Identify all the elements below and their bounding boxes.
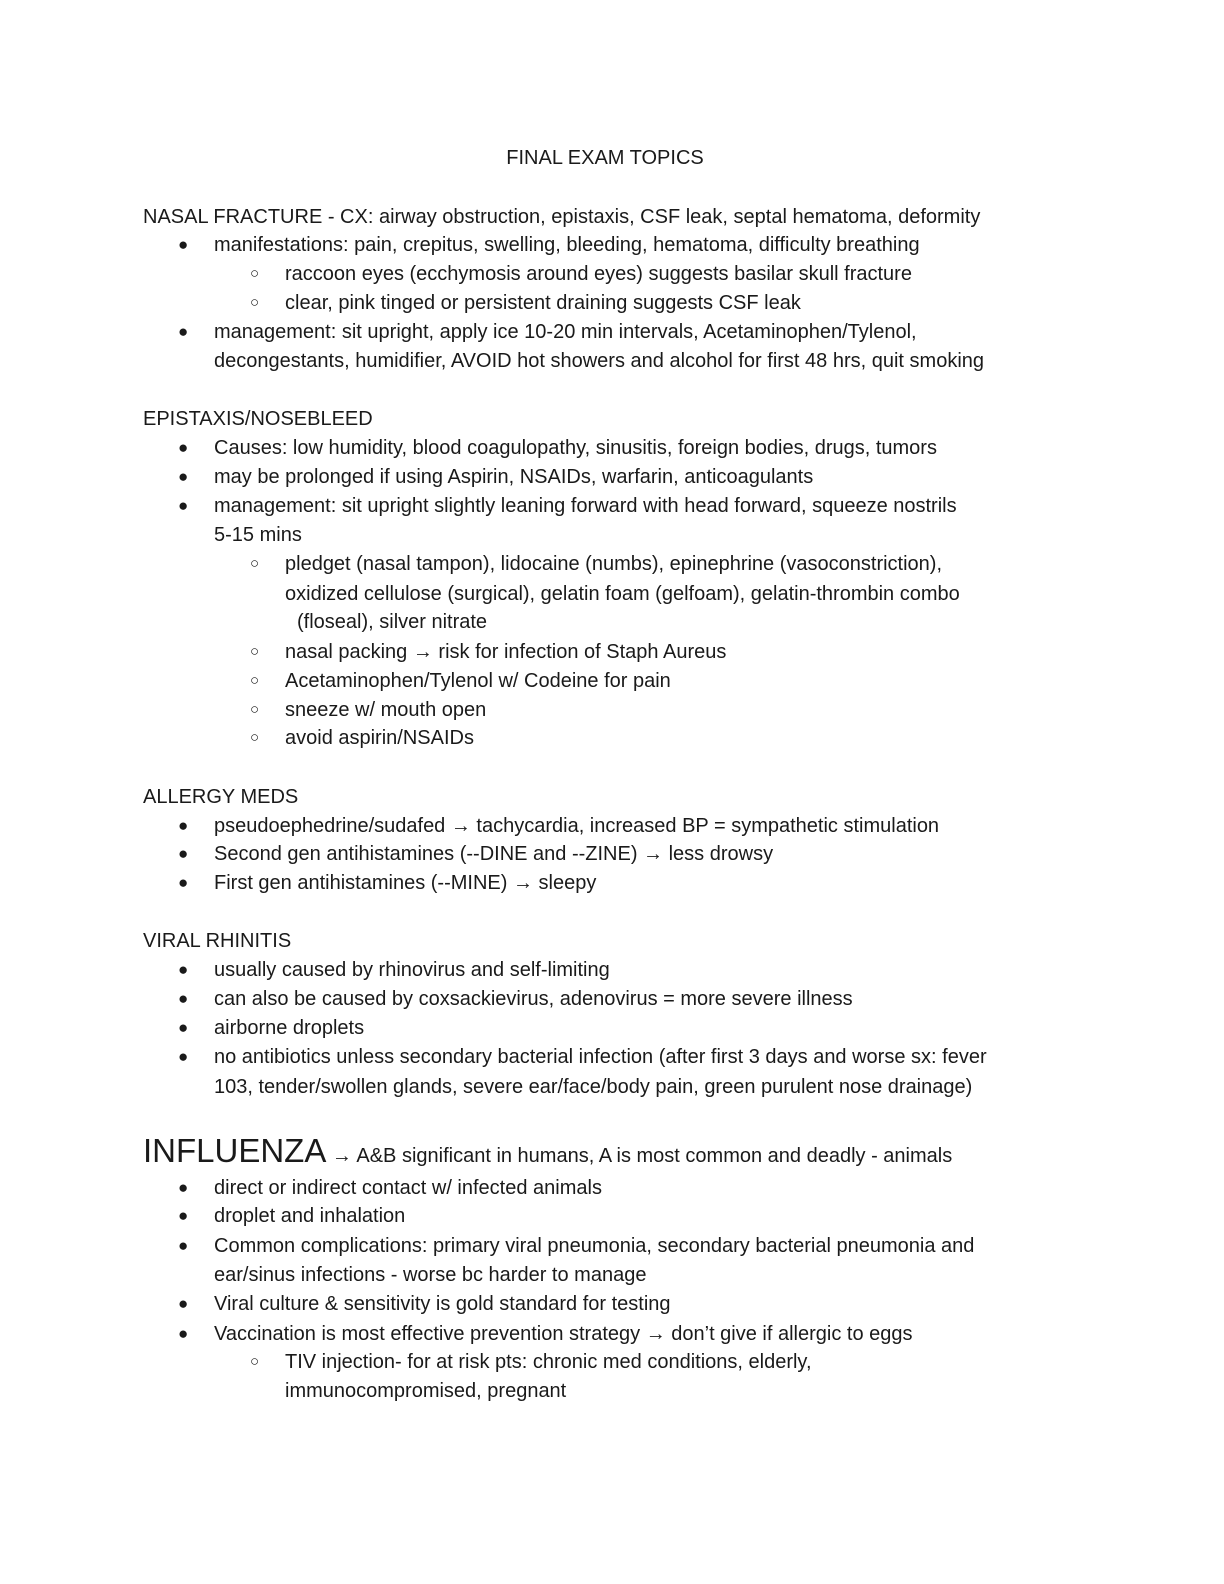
list-item: usually caused by rhinovirus and self-limiting (214, 959, 610, 981)
section-heading-allergy-meds: ALLERGY MEDS (143, 786, 299, 808)
sub-bullet-marker: ○ (250, 701, 260, 718)
list-item: Causes: low humidity, blood coagulopathy, sinusitis, foreign bodies, drugs, tumors (214, 437, 937, 459)
list-item: airborne droplets (214, 1017, 365, 1039)
sub-list-item: TIV injection- for at risk pts: chronic med conditions, elderly, (285, 1351, 812, 1373)
sub-list-item-continuation: oxidized cellulose (surgical), gelatin foam (gelfoam), gelatin-thrombin combo (285, 583, 960, 605)
bullet-marker: ● (178, 235, 189, 254)
section-heading-viral-rhinitis: VIRAL RHINITIS (143, 930, 292, 952)
bullet-marker: ● (178, 322, 189, 341)
sub-list-item: Acetaminophen/Tylenol w/ Codeine for pain (285, 670, 671, 692)
list-item-continuation: 5-15 mins (214, 524, 302, 546)
list-item: manifestations: pain, crepitus, swelling, bleeding, hematoma, difficulty breathing (214, 234, 920, 256)
page-title: FINAL EXAM TOPICS (506, 147, 704, 169)
sub-bullet-marker: ○ (250, 1353, 260, 1370)
sub-bullet-marker: ○ (250, 555, 260, 572)
sub-list-item: pledget (nasal tampon), lidocaine (numbs), epinephrine (vasoconstriction), (285, 553, 943, 575)
list-item: Second gen antihistamines (--DINE and --ZINE) → less drowsy (214, 843, 774, 865)
influenza-heading-title: INFLUENZA (143, 1132, 327, 1169)
bullet-marker: ● (178, 844, 189, 863)
bullet-marker: ● (178, 438, 189, 457)
list-item: Viral culture & sensitivity is gold standard for testing (214, 1293, 671, 1315)
sub-bullet-marker: ○ (250, 729, 260, 746)
bullet-marker: ● (178, 1236, 189, 1255)
bullet-marker: ● (178, 1324, 189, 1343)
sub-bullet-marker: ○ (250, 294, 260, 311)
sub-bullet-marker: ○ (250, 672, 260, 689)
section-heading-influenza (143, 1133, 952, 1174)
sub-list-item: sneeze w/ mouth open (285, 699, 487, 721)
sub-bullet-marker: ○ (250, 643, 260, 660)
list-item-continuation: decongestants, humidifier, AVOID hot showers and alcohol for first 48 hrs, quit smoking (214, 350, 985, 372)
sub-bullet-marker: ○ (250, 265, 260, 282)
bullet-marker: ● (178, 1206, 189, 1225)
list-item: Vaccination is most effective prevention strategy → don’t give if allergic to eggs (214, 1323, 913, 1345)
influenza-heading-note: → A&B significant in humans, A is most common and deadly - animals (326, 1145, 953, 1167)
list-item: Common complications: primary viral pneumonia, secondary bacterial pneumonia and (214, 1235, 975, 1257)
list-item-continuation: ear/sinus infections - worse bc harder to manage (214, 1264, 647, 1286)
list-item: can also be caused by coxsackievirus, adenovirus = more severe illness (214, 988, 853, 1010)
section-heading-nasal-fracture: NASAL FRACTURE - CX: airway obstruction, epistaxis, CSF leak, septal hematoma, deformity (143, 206, 981, 228)
bullet-marker: ● (178, 873, 189, 892)
sub-list-item: clear, pink tinged or persistent draining suggests CSF leak (285, 292, 801, 314)
bullet-marker: ● (178, 1047, 189, 1066)
bullet-marker: ● (178, 816, 189, 835)
list-item-continuation: 103, tender/swollen glands, severe ear/face/body pain, green purulent nose drainage) (214, 1076, 973, 1098)
bullet-marker: ● (178, 1018, 189, 1037)
bullet-marker: ● (178, 1294, 189, 1313)
list-item: may be prolonged if using Aspirin, NSAIDs, warfarin, anticoagulants (214, 466, 814, 488)
list-item: direct or indirect contact w/ infected animals (214, 1177, 602, 1199)
bullet-marker: ● (178, 1178, 189, 1197)
bullet-marker: ● (178, 960, 189, 979)
bullet-marker: ● (178, 496, 189, 515)
section-heading-epistaxis: EPISTAXIS/NOSEBLEED (143, 408, 373, 430)
bullet-marker: ● (178, 989, 189, 1008)
sub-list-item: raccoon eyes (ecchymosis around eyes) suggests basilar skull fracture (285, 263, 912, 285)
list-item: no antibiotics unless secondary bacterial infection (after first 3 days and worse sx: fever (214, 1046, 987, 1068)
sub-list-item-continuation: (floseal), silver nitrate (297, 611, 488, 633)
list-item: First gen antihistamines (--MINE) → sleepy (214, 872, 597, 894)
list-item: management: sit upright slightly leaning forward with head forward, squeeze nostrils (214, 495, 957, 517)
list-item: pseudoephedrine/sudafed → tachycardia, increased BP = sympathetic stimulation (214, 815, 940, 837)
list-item: droplet and inhalation (214, 1205, 406, 1227)
sub-list-item-continuation: immunocompromised, pregnant (285, 1380, 567, 1402)
list-item: management: sit upright, apply ice 10-20 min intervals, Acetaminophen/Tylenol, (214, 321, 917, 343)
sub-list-item: avoid aspirin/NSAIDs (285, 727, 474, 749)
sub-list-item: nasal packing → risk for infection of Staph Aureus (285, 641, 727, 663)
bullet-marker: ● (178, 467, 189, 486)
